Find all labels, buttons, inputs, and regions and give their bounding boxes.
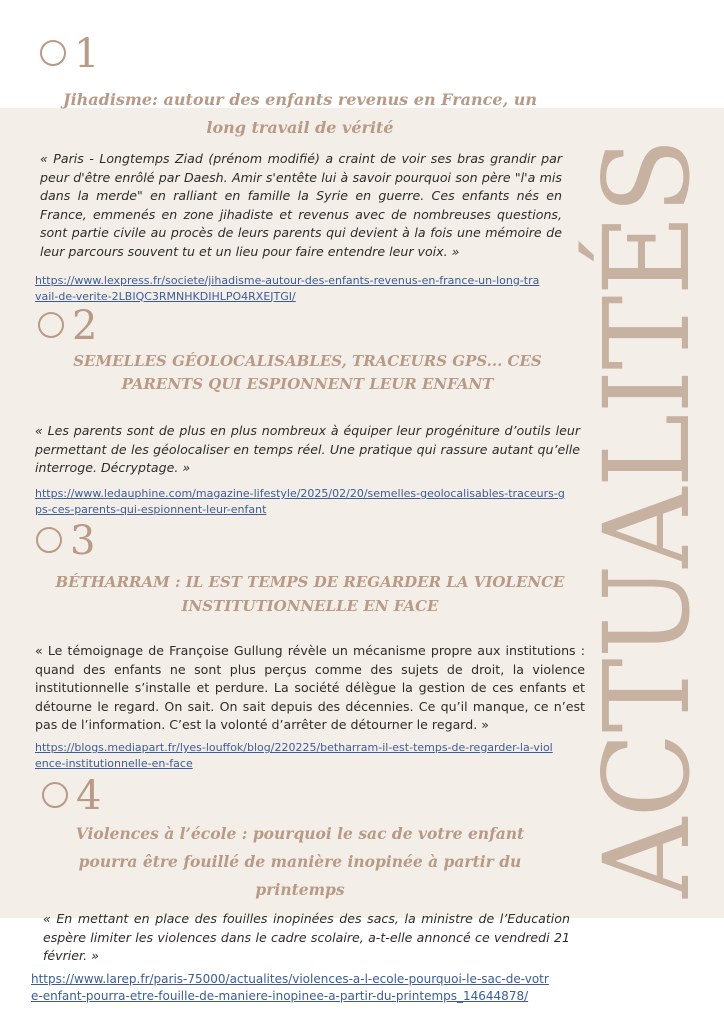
- item-title-4: Violences à l’école : pourquoi le sac de votre enfant pourra être fouillé de manière inopinée à partir du printemps: [75, 824, 525, 899]
- item-number-3: 3: [36, 521, 95, 561]
- item-title-2: SEMELLES GÉOLOCALISABLES, TRACEURS GPS... CES PARENTS QUI ESPIONNENT LEUR ENFANT: [73, 352, 542, 393]
- circle-icon: [40, 40, 66, 66]
- item-body-4: « En mettant en place des fouilles inopinées des sacs, la ministre de l’Education espère limiter les violences dans le cadre scolaire, a-t-elle annoncé ce vendredi 21 février. »: [43, 911, 570, 963]
- item-body-3: « Le témoignage de Françoise Gullung révèle un mécanisme propre aux institutions : quand des enfants ne sont plus perçus comme des sujets de droit, la violence institutionnelle s’installe et perdure. La société délègue la gestion de ces enfants et détourne le regard. On sait. On sait depuis des décennies. Ce qu’il manque, ce n’est pas de l’information. C’est la volonté d’arrêter de détourner le regard. »: [35, 643, 585, 732]
- item-link-4[interactable]: https://www.larep.fr/paris-75000/actualites/violences-a-l-ecole-pourquoi-le-sac-de-votre-enfant-pourra-etre-fouille-de-maniere-inopinee-a-partir-du-printemps_14644878/: [31, 972, 549, 1003]
- item-title-1: Jihadisme: autour des enfants revenus en France, un long travail de vérité: [63, 90, 537, 137]
- item-link-1[interactable]: https://www.lexpress.fr/societe/jihadisme-autour-des-enfants-revenus-en-france-un-long-travail-de-verite-2LBIQC3RMNHKDIHLPO4RXEJTGI/: [35, 274, 540, 303]
- item-title-3: BÉTHARRAM : IL EST TEMPS DE REGARDER LA VIOLENCE INSTITUTIONNELLE EN FACE: [55, 573, 565, 615]
- side-title-actualites: [578, 92, 716, 918]
- side-title-text: ACTUALITÉS: [578, 92, 716, 898]
- item-link-2[interactable]: https://www.ledauphine.com/magazine-lifestyle/2025/02/20/semelles-geolocalisables-traceurs-gps-ces-parents-qui-espionnent-leur-enfant: [35, 487, 565, 516]
- circle-icon: [36, 527, 62, 553]
- item-number-1: 1: [40, 34, 99, 74]
- circle-icon: [38, 312, 64, 338]
- item-body-2: « Les parents sont de plus en plus nombreux à équiper leur progéniture d’outils leur permettant de les géolocaliser en temps réel. Une pratique qui rassure autant qu’elle interroge. Décryptage. »: [35, 423, 580, 475]
- item-number-2: 2: [38, 306, 97, 346]
- item-link-3[interactable]: https://blogs.mediapart.fr/lyes-louffok/blog/220225/betharram-il-est-temps-de-regarder-la-violence-institutionnelle-en-face: [35, 741, 553, 770]
- circle-icon: [42, 782, 68, 808]
- item-body-1: « Paris - Longtemps Ziad (prénom modifié) a craint de voir ses bras grandir par peur d'être enrôlé par Daesh. Amir s'entête lui à savoir pourquoi son père "l'a mis dans la merde" en ralliant en famille la Syrie en guerre. Ces enfants nés en France, emmenés en zone jihadiste et revenus avec de nombreuses questions, sont partie civile au procès de leurs parents qui devient à la fois une mémoire de leur parcours souvent tu et un lieu pour faire entendre leur voix. »: [40, 151, 562, 259]
- item-number-4: 4: [42, 776, 101, 816]
